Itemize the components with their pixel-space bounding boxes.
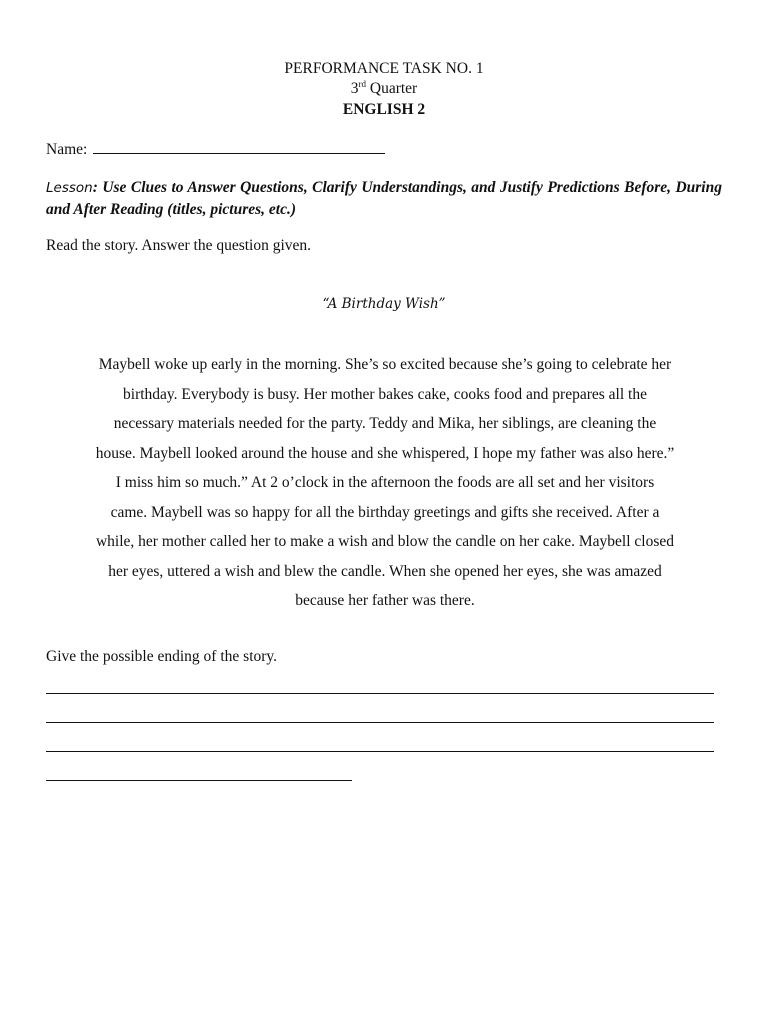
quarter-ordinal-suffix: rd [358,79,367,89]
story-line: house. Maybell looked around the house and she whispered, I hope my father was also here.” [95,444,675,462]
answer-line[interactable] [46,780,352,781]
answer-line[interactable] [46,693,714,694]
story-line: her eyes, uttered a wish and blew the candle. When she opened her eyes, she was amazed [108,562,662,580]
name-field-row [46,139,385,159]
instruction-text: Read the story. Answer the question given. [46,237,312,254]
story-body [40,350,730,616]
lesson-text: : Use Clues to Answer Questions, Clarify Understandings, and Justify Predictions Before, During and After Reading (titles, pictures, etc.) [46,179,722,218]
page-title: PERFORMANCE TASK NO. 1 [284,60,484,77]
lesson-key: Lesson [46,180,93,196]
lesson-objective [46,177,722,220]
story-line: necessary materials needed for the party. Teddy and Mika, her siblings, are cleaning the [113,415,657,432]
story-line: while, her mother called her to make a wish and blow the candle on her cake. Maybell closed [95,533,675,550]
story-title: “A Birthday Wish” [322,296,446,312]
answer-line[interactable] [46,722,714,723]
name-label: Name: [46,141,88,158]
quarter-word: Quarter [366,80,418,97]
story-line: I miss him so much.” At 2 o’clock in the afternoon the foods are all set and her visitors [115,474,655,491]
quarter-label [0,80,768,98]
answer-line[interactable] [46,751,714,752]
subject-heading: ENGLISH 2 [342,101,426,118]
story-line: birthday. Everybody is busy. Her mother bakes cake, cooks food and prepares all the [123,385,647,403]
name-blank-line[interactable] [93,139,385,154]
quarter-number: 3 [350,80,359,97]
story-line: came. Maybell was so happy for all the birthday greetings and gifts she received. After a [110,503,660,521]
question-prompt: Give the possible ending of the story. [46,648,278,665]
story-line: because her father was there. [295,592,475,609]
story-line: Maybell woke up early in the morning. She’s so excited because she’s going to celebrate her [98,356,672,373]
